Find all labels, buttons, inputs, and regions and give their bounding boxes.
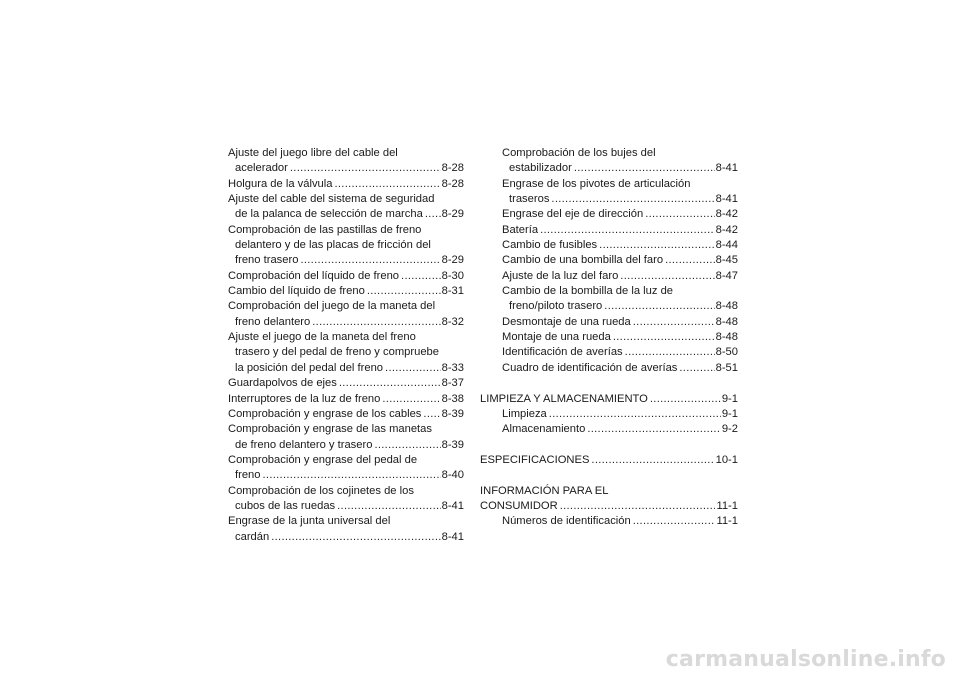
toc-page-number: 8-39 (441, 438, 464, 451)
toc-entry[interactable] (502, 269, 738, 284)
toc-entry-title: freno trasero (235, 254, 299, 267)
toc-entry-title: Cambio de la bombilla de la luz de (502, 285, 674, 298)
dot-leader (385, 361, 441, 376)
toc-entry-title: la posición del pedal del freno (235, 361, 384, 374)
toc-entry[interactable] (480, 392, 738, 407)
toc-entry-title: freno/piloto trasero (509, 300, 603, 313)
dot-leader (625, 345, 715, 360)
toc-entry[interactable] (502, 223, 738, 238)
toc-entry-title: Almacenamiento (502, 423, 586, 436)
toc-entry-title: delantero y de las placas de fricción del (235, 239, 431, 252)
dot-leader (665, 253, 715, 268)
toc-entry-title: LIMPIEZA Y ALMACENAMIENTO (480, 392, 648, 405)
toc-entry[interactable] (502, 361, 738, 376)
toc-entry[interactable] (228, 484, 464, 515)
dot-leader (382, 392, 440, 407)
toc-entry[interactable] (502, 345, 738, 360)
toc-page-number: 8-29 (441, 208, 464, 221)
toc-page-number: 8-41 (441, 530, 464, 543)
toc-page-number: 8-44 (715, 239, 738, 252)
toc-entry[interactable] (228, 330, 464, 376)
toc-entry-title: Cambio del líquido de freno (228, 285, 365, 298)
toc-entry-title: Comprobación y engrase de las manetas (228, 423, 432, 436)
toc-page-number: 8-51 (715, 361, 738, 374)
toc-entry[interactable] (502, 407, 738, 422)
section-gap (502, 438, 738, 453)
toc-entry[interactable] (502, 253, 738, 268)
dot-leader (339, 376, 441, 391)
dot-leader (645, 207, 714, 222)
section-gap (502, 468, 738, 483)
toc-entry-title: traseros (509, 193, 550, 206)
toc-page-number: 8-39 (441, 407, 464, 420)
toc-entry[interactable] (502, 284, 738, 315)
toc-entry-title: Comprobación del juego de la maneta del (228, 300, 436, 313)
toc-page-number: 9-1 (721, 407, 738, 420)
toc-entry-title: Limpieza (502, 407, 547, 420)
toc-entry-title: freno (235, 469, 261, 482)
toc-entry[interactable] (502, 514, 738, 529)
toc-page-number: 8-48 (715, 315, 738, 328)
toc-entry-title: de freno delantero y trasero (235, 438, 373, 451)
dot-leader (540, 223, 715, 238)
watermark: carmanualsonline.info (665, 647, 946, 672)
dot-leader (337, 499, 440, 514)
dot-leader (423, 407, 440, 422)
toc-entry-title: Cambio de una bombilla del faro (502, 254, 664, 267)
toc-page-number: 9-2 (721, 423, 738, 436)
toc-entry-title: Cuadro de identificación de averías (502, 361, 678, 374)
toc-page-number: 8-48 (715, 331, 738, 344)
dot-leader (334, 177, 440, 192)
toc-entry-title: Batería (502, 223, 539, 236)
toc-entry-title: Interruptores de la luz de freno (228, 392, 381, 405)
dot-leader (374, 438, 440, 453)
toc-entry-title: freno delantero (235, 315, 311, 328)
toc-page-number: 8-50 (715, 346, 738, 359)
toc-entry-title: cardán (235, 530, 270, 543)
toc-entry[interactable] (228, 269, 464, 284)
toc-page-number: 8-40 (441, 469, 464, 482)
dot-leader (551, 192, 714, 207)
dot-leader (271, 530, 440, 545)
toc-page-number: 10-1 (715, 453, 738, 466)
toc-entry-title: cubos de las ruedas (235, 499, 336, 512)
toc-page-number: 8-30 (441, 269, 464, 282)
toc-entry[interactable] (502, 238, 738, 253)
dot-leader (312, 315, 440, 330)
toc-page-number: 8-28 (441, 162, 464, 175)
toc-entry-title: Números de identificación (502, 515, 631, 528)
toc-entry-title: Holgura de la válvula (228, 177, 333, 190)
toc-entry-title: Comprobación de los cojinetes de los (228, 484, 414, 497)
toc-entry-title: INFORMACIÓN PARA EL (480, 484, 609, 497)
toc-entry[interactable] (502, 315, 738, 330)
toc-entry-title: Comprobación de los bujes del (502, 147, 656, 159)
toc-entry-title: Ajuste del juego libre del cable del (228, 147, 398, 159)
dot-leader (599, 238, 714, 253)
toc-entry-title: Comprobación y engrase de los cables (228, 407, 422, 420)
toc-page-number: 8-41 (715, 162, 738, 175)
toc-page-number: 8-47 (715, 269, 738, 282)
dot-leader (620, 269, 714, 284)
toc-page-number: 8-32 (441, 315, 464, 328)
toc-entry[interactable] (228, 146, 464, 177)
toc-page-number: 11-1 (716, 499, 738, 512)
toc-entry-title: Montaje de una rueda (502, 331, 611, 344)
dot-leader (613, 330, 715, 345)
toc-entry[interactable] (228, 407, 464, 422)
toc-entry[interactable] (228, 299, 464, 330)
toc-entry[interactable] (228, 376, 464, 391)
toc-column-left (228, 146, 464, 545)
dot-leader (604, 299, 714, 314)
toc-page-number: 8-41 (715, 193, 738, 206)
toc-page-number: 8-31 (441, 285, 464, 298)
toc-entry-title: Engrase del eje de dirección (502, 208, 644, 221)
toc-entry-title: Ajuste del cable del sistema de seguridad (228, 193, 435, 206)
toc-page-number: 8-29 (441, 254, 464, 267)
toc-entry[interactable] (228, 392, 464, 407)
dot-leader (633, 514, 716, 529)
toc-entry[interactable] (228, 422, 464, 453)
toc-page-number: 9-1 (721, 392, 738, 405)
toc-page-number: 8-33 (441, 361, 464, 374)
section-gap (502, 376, 738, 391)
toc-page-number: 8-48 (715, 300, 738, 313)
dot-leader (263, 468, 441, 483)
toc-entry-title: Cambio de fusibles (502, 239, 598, 252)
toc-entry[interactable] (502, 422, 738, 437)
toc-entry-title: Desmontaje de una rueda (502, 315, 631, 328)
toc-entry-title: trasero y del pedal de freno y compruebe (235, 346, 439, 359)
toc-column-right (480, 146, 738, 530)
toc-entry-title: Ajuste el juego de la maneta del freno (228, 331, 416, 344)
dot-leader (300, 253, 440, 268)
dot-leader (290, 161, 441, 176)
toc-entry-title: Engrase de la junta universal del (228, 515, 391, 528)
toc-page-number: 8-42 (715, 223, 738, 236)
toc-entry[interactable] (502, 177, 738, 208)
toc-entry-title: Identificación de averías (502, 346, 623, 359)
toc-entry[interactable] (228, 223, 464, 269)
toc-entry-title: CONSUMIDOR (480, 499, 558, 512)
dot-leader (367, 284, 441, 299)
dot-leader (591, 453, 714, 468)
dot-leader (574, 161, 715, 176)
toc-entry-title: Guardapolvos de ejes (228, 377, 337, 390)
toc-entry-title: acelerador (235, 162, 288, 175)
dot-leader (425, 207, 441, 222)
dot-leader (650, 392, 721, 407)
toc-entry-title: estabilizador (509, 162, 572, 175)
dot-leader (560, 499, 716, 514)
toc-page-number: 8-37 (441, 377, 464, 390)
toc-page-number: 8-45 (715, 254, 738, 267)
toc-entry[interactable] (228, 514, 464, 545)
toc-entry[interactable] (480, 453, 738, 468)
toc-page-number: 8-42 (715, 208, 738, 221)
toc-entry-title: Comprobación del líquido de freno (228, 269, 400, 282)
toc-page-number: 8-28 (441, 177, 464, 190)
toc-entry[interactable] (502, 146, 738, 177)
toc-entry-title: de la palanca de selección de marcha (235, 208, 423, 221)
toc-entry[interactable] (502, 207, 738, 222)
toc-entry-title: Comprobación y engrase del pedal de (228, 453, 418, 466)
toc-entry[interactable] (228, 284, 464, 299)
toc-entry[interactable] (228, 177, 464, 192)
toc-page-number: 8-41 (441, 499, 464, 512)
toc-page-number: 8-38 (441, 392, 464, 405)
toc-entry[interactable] (502, 330, 738, 345)
dot-leader (679, 361, 714, 376)
toc-entry[interactable] (228, 192, 464, 223)
dot-leader (549, 407, 721, 422)
toc-entry-title: Comprobación de las pastillas de freno (228, 223, 422, 236)
dot-leader (401, 269, 441, 284)
toc-entry-title: Engrase de los pivotes de articulación (502, 177, 691, 190)
toc-entry-title: ESPECIFICACIONES (480, 453, 590, 466)
dot-leader (633, 315, 715, 330)
toc-page-number: 11-1 (716, 515, 738, 528)
toc-entry-title: Ajuste de la luz del faro (502, 269, 619, 282)
toc-entry[interactable] (228, 453, 464, 484)
toc-entry[interactable] (480, 484, 738, 515)
dot-leader (587, 422, 721, 437)
